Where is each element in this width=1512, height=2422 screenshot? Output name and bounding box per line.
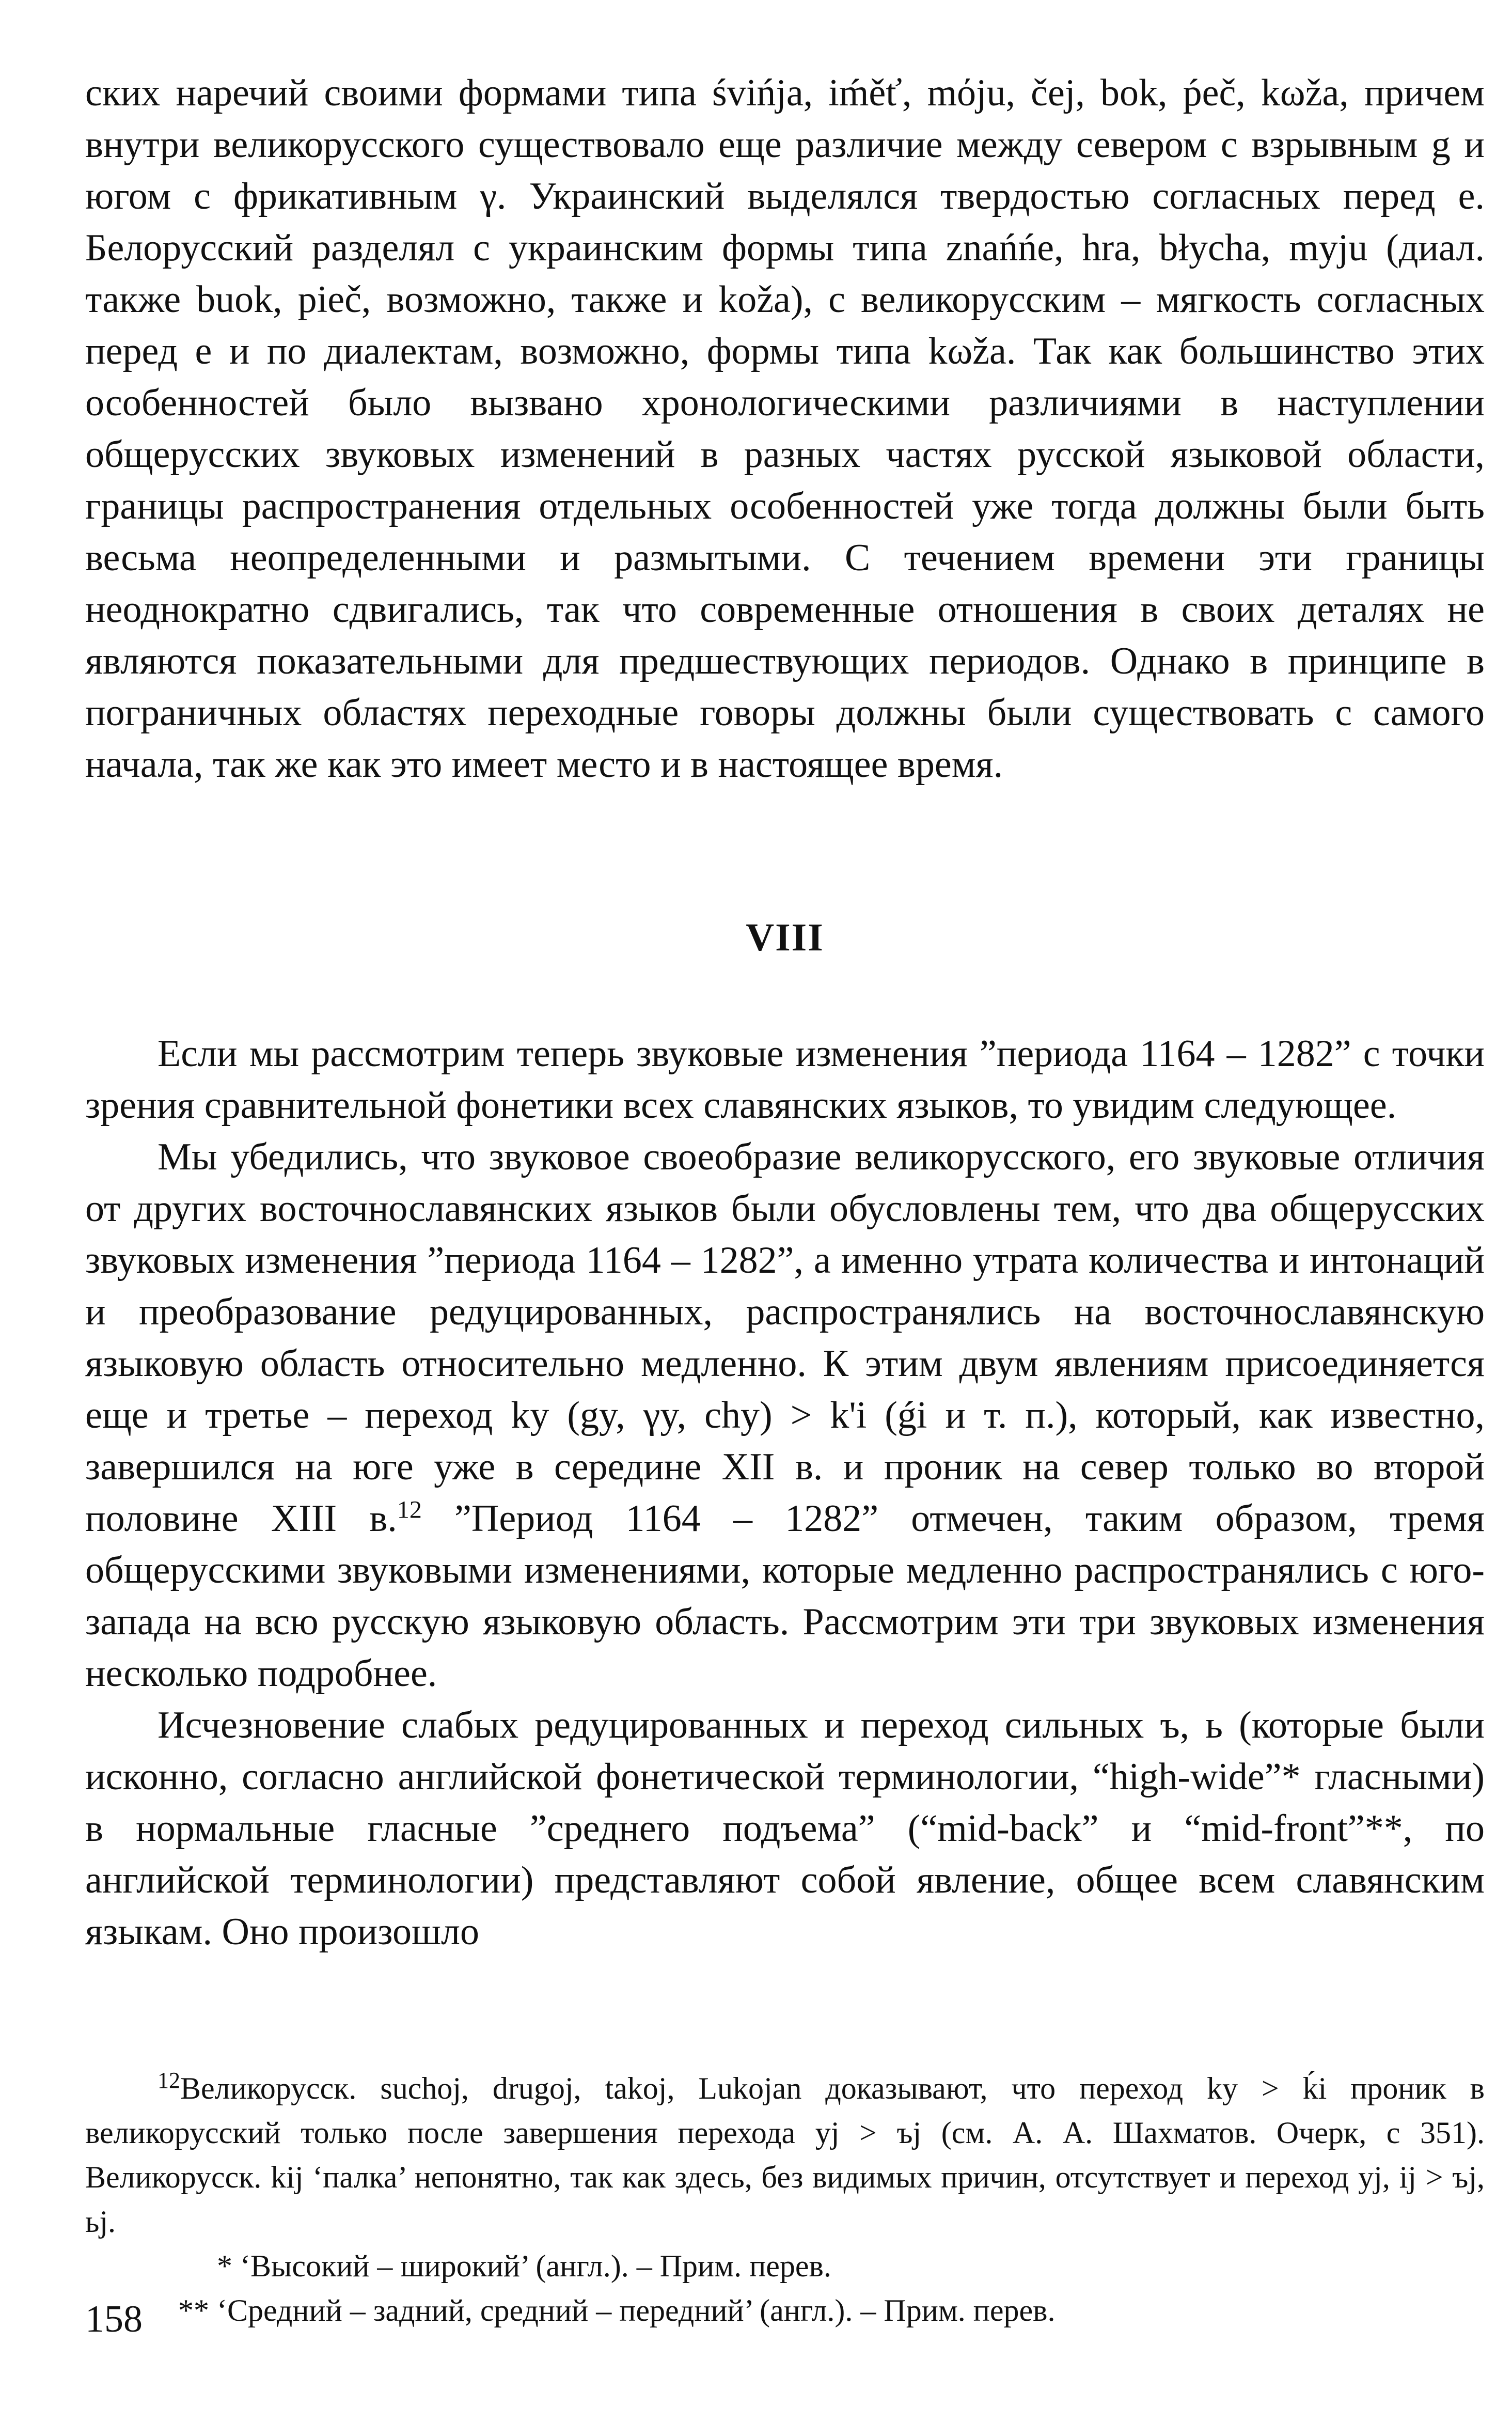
footnote-star: * ‘Высокий – широкий’ (англ.). – Прим. перев.: [217, 2249, 831, 2283]
paragraph-1: Если мы рассмотрим теперь звуковые изменения ”периода 1164 – 1282” с точки зрения сравнительной фонетики всех славянских языков, то увидим следующее.: [85, 1033, 1485, 1127]
footnote-12-number: 12: [158, 2068, 180, 2093]
footnote-12: [85, 2066, 1485, 2244]
paragraph-2-text-b: ”Период 1164 – 1282” отмечен, таким образом, тремя общерусскими звуковыми изменениями, которые медленно распространялись с юго-запада на всю русскую языковую область. Рассмотрим эти три звуковых изменения несколько подробнее.: [85, 1497, 1485, 1695]
footnotes: [85, 2066, 1485, 2333]
page-number: 158: [85, 2298, 143, 2340]
intro-paragraph: ских наречий своими формами типа śvińja, iḿěť, mόju, čej, bok, ṕeč, kωža, причем внутри великорусского существовало еще различие между севером с взрывным g и югом с фрикативным γ. Украинский выделялся твердостью согласных перед е. Белорусский разделял с украинским формы типа znańńe, hra, błycha, myju (диал. также buok, pieč, возможно, также и koža), с великорусским – мягкость согласных перед е и по диалектам, возможно, формы типа kωža. Так как большинство этих особенностей было вызвано хронологическими различиями в наступлении общерусских звуковых изменений в разных частях русской языковой области, границы распространения отдельных особенностей уже тогда должны были быть весьма неопределенными и размытыми. С течением времени эти границы неоднократно сдвигались, так что современные отношения в своих деталях не являются показательными для предшествующих периодов. Однако в принципе в пограничных областях переходные говоры должны были существовать с самого начала, так же как это имеет место и в настоящее время.: [85, 72, 1485, 786]
paragraph-2: [85, 1131, 1485, 1699]
paragraph-3: Исчезновение слабых редуцированных и переход сильных ъ, ь (которые были исконно, согласно английской фонетической терминологии, “high-wide”* гласными) в нормальные гласные ”среднего подъема” (“mid-back” и “mid-front”**, по английской терминологии) представляют собой явление, общее всем славянским языкам. Оно произошло: [85, 1704, 1485, 1953]
footnote-12-text: Великорусск. suchoj, drugoj, takoj, Lukojan доказывают, что переход ky > ḱi проник в великорусский только после завершения перехода yj > ъj (см. А. А. Шахматов. Очерк, с 351). Великорусск. kij ‘палка’ непонятно, так как здесь, без видимых причин, отсутствует и переход yj, ij > ъj, ьj.: [85, 2071, 1485, 2239]
footnote-ref-12: 12: [397, 1496, 422, 1524]
page-body: [85, 67, 1485, 2333]
paragraph-2-text-a: Мы убедились, что звуковое своеобразие великорусского, его звуковые отличия от других восточнославянских языков были обусловлены тем, что два общерусских звуковых изменения ”периода 1164 – 1282”, а именно утрата количества и интонаций и преобразование редуцированных, распространялись на восточнославянскую языковую область относительно медленно. К этим двум явлениям присоединяется еще и третье – переход ky (gy, γy, chy) > k'i (ǵi и т. п.), который, как известно, завершился на юге уже в середине XII в. и проник на север только во второй половине XIII в.: [85, 1136, 1485, 1540]
section-heading: VIII: [746, 916, 824, 959]
footnote-double-star: ** ‘Средний – задний, средний – передний’ (англ.). – Прим. перев.: [178, 2293, 1056, 2327]
